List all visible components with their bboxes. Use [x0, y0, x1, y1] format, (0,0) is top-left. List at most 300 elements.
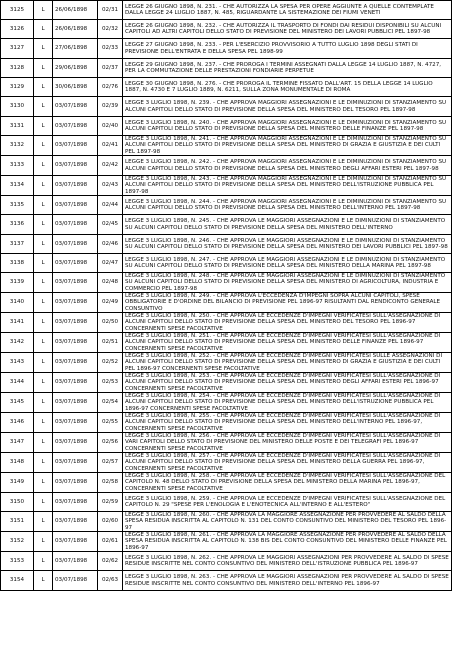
code-text: 02/33 [101, 45, 119, 52]
code-cell [98, 293, 123, 313]
act-type-cell [34, 333, 53, 353]
law-title-text: LEGGE 3 LUGLIO 1898, N. 247. - CHE APPROVA LE MAGGIORI ASSEGNAZIONI E LE DIMINUZIONI DI STANZIAMENTO SU ALCUNI CAPITOLI DELLO STATO DI PREVISIONE DELLA SPESA DEL MINISTERO DELLA MARINA PEL 1897-98 [125, 256, 446, 269]
act-type-text: L [41, 299, 45, 306]
act-type-text: L [41, 419, 45, 426]
code-text: 02/47 [101, 259, 119, 266]
date-text: 26/06/1898 [55, 25, 88, 32]
code-text: 02/55 [101, 419, 119, 426]
act-type-cell [34, 473, 53, 493]
law-number-text: 3132 [9, 142, 25, 149]
law-title-cell [123, 235, 452, 254]
code-cell [98, 453, 123, 473]
law-number-cell [1, 39, 34, 59]
act-type-cell [34, 136, 53, 156]
act-type-text: L [41, 6, 45, 13]
law-number-text: 3127 [9, 45, 25, 52]
table-row [1, 333, 452, 353]
law-number-cell [1, 493, 34, 512]
law-title-cell [123, 1, 452, 20]
law-title-cell [123, 493, 452, 512]
table-row [1, 433, 452, 453]
act-type-cell [34, 39, 53, 59]
table-row [1, 493, 452, 512]
law-title-cell [123, 453, 452, 473]
law-title-text: LEGGE 3 LUGLIO 1898, N. 243. - CHE APPROVA MAGGIORI ASSEGNAZIONI E LE DIMINUZIONI DI STANZIAMENTO SU ALCUNI CAPITOLI DELLO STATO DI PREVISIONE DELLA SPESA DEL MINISTERO DELL'ISTRUZIONE PUBBLICA PEL 1897-98 [125, 176, 447, 195]
law-title-cell [123, 254, 452, 273]
law-title-text: LEGGE 3 LUGLIO 1898, N. 263. - CHE APPROVA LE MAGGIORI ASSEGNAZIONI PER PROVVEDERE AL SALDO DI SPESE RESIDUE INSCRITTE NEL CONTO CONSUNTIVO DEL MINISTERO DELL'INTERNO PEL 1896-97 [125, 574, 449, 587]
law-number-cell [1, 473, 34, 493]
law-number-text: 3126 [9, 25, 25, 32]
law-title-text: LEGGE 3 LUGLIO 1898, N. 256. - CHE APPROVA LE ECCEDENZE D'IMPEGNI VERIFICATESI SULL'ASSEGNAZIONE DI VARI CAPITOLI DELLO STATO DI PREVISIONE DEL MINISTERO DELLE POSTE E DEI TELEGRAFI PEL 1896-97 CONCERNENTI SPESE FACOLTATIVE [125, 433, 441, 452]
date-cell [53, 78, 98, 97]
act-type-text: L [41, 122, 45, 129]
act-type-text: L [41, 518, 45, 525]
code-cell [98, 473, 123, 493]
date-cell [53, 117, 98, 136]
law-number-cell [1, 393, 34, 413]
table-row [1, 393, 452, 413]
laws-register-body [1, 1, 452, 591]
act-type-text: L [41, 182, 45, 189]
law-number-text: 3133 [9, 162, 25, 169]
code-cell [98, 532, 123, 552]
table-row [1, 413, 452, 433]
table-row [1, 39, 452, 59]
date-text: 03/07/1898 [55, 498, 88, 505]
code-cell [98, 413, 123, 433]
table-row [1, 196, 452, 215]
law-number-cell [1, 552, 34, 571]
law-title-text: LEGGE 30 GIUGNO 1898, N. 276. - CHE PROROGA IL TERMINE FISSATO DALL'ART. 15 DELLA LEGGE 14 LUGLIO 1887, N. 4730 E 7 LUGLIO 1889, N. 6211, SULLA ZONA MONUMENTALE DI ROMA [125, 80, 433, 93]
law-number-text: 3147 [9, 439, 25, 446]
table-row [1, 1, 452, 20]
date-cell [53, 273, 98, 293]
law-number-cell [1, 235, 34, 254]
table-row [1, 254, 452, 273]
act-type-cell [34, 78, 53, 97]
law-number-cell [1, 571, 34, 591]
act-type-cell [34, 156, 53, 176]
code-text: 02/48 [101, 279, 119, 286]
code-text: 02/44 [101, 201, 119, 208]
code-cell [98, 117, 123, 136]
date-text: 03/07/1898 [55, 359, 88, 366]
act-type-cell [34, 254, 53, 273]
law-number-cell [1, 373, 34, 393]
table-row [1, 453, 452, 473]
law-number-cell [1, 254, 34, 273]
law-number-text: 3143 [9, 359, 25, 366]
law-title-cell [123, 353, 452, 373]
table-row [1, 473, 452, 493]
table-row [1, 117, 452, 136]
act-type-cell [34, 215, 53, 235]
law-title-text: LEGGE 3 LUGLIO 1898, N. 254. - CHE APPROVA LE ECCEDENZE D'IMPEGNI VERIFICATESI SULL'ASSEGNAZIONE DI ALCUNI CAPITOLI DELLO STATO DI PREVISIONE DELLA SPESA DEL MINISTERO DELL'ISTRUZIONE PUBBLICA PEL 1896-97 CONCERNENTI SPESE FACOLTATIVE [125, 393, 441, 412]
law-number-cell [1, 176, 34, 196]
table-row [1, 78, 452, 97]
table-row [1, 59, 452, 78]
act-type-text: L [41, 577, 45, 584]
code-cell [98, 313, 123, 333]
date-text: 03/07/1898 [55, 459, 88, 466]
table-row [1, 353, 452, 373]
date-cell [53, 136, 98, 156]
law-title-cell [123, 273, 452, 293]
table-row [1, 215, 452, 235]
code-text: 02/59 [101, 498, 119, 505]
date-text: 03/07/1898 [55, 319, 88, 326]
act-type-cell [34, 59, 53, 78]
law-title-cell [123, 373, 452, 393]
law-number-text: 3149 [9, 479, 25, 486]
code-text: 02/56 [101, 439, 119, 446]
date-cell [53, 1, 98, 20]
law-number-cell [1, 273, 34, 293]
act-type-text: L [41, 459, 45, 466]
date-text: 30/06/1898 [55, 83, 88, 90]
law-title-text: LEGGE 3 LUGLIO 1898, N. 259. - CHE APPROVA LE ECCEDENZE D'IMPEGNI VERIFICATESI SULL'ASSEGNAZIONE DEL CAPITOLO N. 29 "SPESE PER L'ENOLOGIA E L'ENOTECNICA ALL'INTERNO E ALL'ESTERO" [125, 495, 446, 508]
date-cell [53, 176, 98, 196]
table-row [1, 156, 452, 176]
date-text: 03/07/1898 [55, 399, 88, 406]
act-type-text: L [41, 557, 45, 564]
law-number-text: 3125 [9, 6, 25, 13]
law-number-text: 3148 [9, 459, 25, 466]
code-text: 02/60 [101, 518, 119, 525]
date-text: 03/07/1898 [55, 201, 88, 208]
code-cell [98, 235, 123, 254]
law-number-text: 3141 [9, 319, 25, 326]
act-type-cell [34, 552, 53, 571]
date-cell [53, 59, 98, 78]
law-title-cell [123, 20, 452, 39]
law-number-cell [1, 78, 34, 97]
table-row [1, 235, 452, 254]
table-row [1, 136, 452, 156]
act-type-text: L [41, 83, 45, 90]
law-title-cell [123, 512, 452, 532]
act-type-text: L [41, 359, 45, 366]
act-type-cell [34, 176, 53, 196]
date-text: 26/06/1898 [55, 6, 88, 13]
date-cell [53, 353, 98, 373]
date-cell [53, 413, 98, 433]
law-title-cell [123, 136, 452, 156]
law-title-text: LEGGE 3 LUGLIO 1898, N. 244. - CHE APPROVA MAGGIORI ASSEGNAZIONI E LE DIMINUZIONI DI STANZIAMENTO SU ALCUNI CAPITOLI DELLO STATO DI PREVISIONE DELLA SPESA DEL MINISTERO DELL'INTERNO PEL 1897-98 [125, 198, 447, 211]
law-number-cell [1, 20, 34, 39]
table-row [1, 293, 452, 313]
date-text: 03/07/1898 [55, 142, 88, 149]
date-text: 29/06/1898 [55, 64, 88, 71]
code-text: 02/49 [101, 299, 119, 306]
date-text: 03/07/1898 [55, 419, 88, 426]
law-title-text: LEGGE 26 GIUGNO 1898, N. 231. - CHE AUTORIZZA LA SPESA PER OPERE AGGIUNTE A QUELLE CONTEMPLATE DALLA LEGGE 24 LUGLIO 1887, N. 485, RIGUARDANTE LA SISTEMAZIONE DEI FIUMI VENETI [125, 3, 434, 16]
date-cell [53, 20, 98, 39]
law-number-text: 3128 [9, 64, 25, 71]
act-type-cell [34, 493, 53, 512]
table-row [1, 176, 452, 196]
law-title-text: LEGGE 29 GIUGNO 1898, N. 237. - CHE PROROGA I TERMINI ASSEGNATI DALLA LEGGE 14 LUGLIO 1887, N. 4727, PER LA COMMUTAZIONE DELLE PRESTAZIONI FONDIARIE PERPETUE [125, 61, 442, 74]
law-title-cell [123, 59, 452, 78]
code-cell [98, 373, 123, 393]
date-cell [53, 473, 98, 493]
date-cell [53, 453, 98, 473]
law-number-cell [1, 97, 34, 117]
code-cell [98, 433, 123, 453]
law-title-text: LEGGE 3 LUGLIO 1898, N. 251. - CHE APPROVA LE ECCEDENZE D'IMPEGNI VERIFICATESI SULL'ASSEGNAZIONE DI ALCUNI CAPITOLI DELLO STATO DI PREVISIONE DELLA SPESA DEL MINISTERO DELLE FINANZE PEL 1896-97 CONCERNENTI SPESE FACOLTATIVE [125, 333, 441, 352]
code-cell [98, 273, 123, 293]
code-cell [98, 571, 123, 591]
act-type-cell [34, 97, 53, 117]
law-number-text: 3137 [9, 240, 25, 247]
date-cell [53, 196, 98, 215]
act-type-text: L [41, 64, 45, 71]
code-text: 02/41 [101, 142, 119, 149]
law-title-text: LEGGE 3 LUGLIO 1898, N. 260. - CHE APPROVA LA MAGGIORE ASSEGNAZIONE PER PROVVEDERE AL SALDO DELLA SPESA RESIDUA INSCRITTA AL CAPITOLO N. 131 DEL CONTO CONSUNTIVO DEL MINISTERO DEL TESORO PEL 1896-97 [125, 512, 447, 531]
code-text: 02/51 [101, 339, 119, 346]
code-cell [98, 333, 123, 353]
code-text: 02/54 [101, 399, 119, 406]
date-cell [53, 433, 98, 453]
code-cell [98, 20, 123, 39]
date-text: 03/07/1898 [55, 122, 88, 129]
law-title-cell [123, 215, 452, 235]
law-title-text: LEGGE 3 LUGLIO 1898, N. 262. - CHE APPROVA LE MAGGIORI ASSEGNAZIONI PER PROVVEDERE AL SALDO DI SPESE RESIDUE INSCRITTE NEL CONTO CONSUNTIVO DEL MINISTERO DELL'ISTRUZIONE PUBBLICA PEL 1896-97 [125, 554, 449, 567]
date-text: 27/06/1898 [55, 45, 88, 52]
law-title-text: LEGGE 3 LUGLIO 1898, N. 261. - CHE APPROVA LA MAGGIORE ASSEGNAZIONE PER PROVVEDERE AL SALDO DELLA SPESA RESIDUA INSCRITTA AL CAPITOLO N. 138 BIS DEL CONTO CONSUNTIVO DEL MINISTERO DELLE FINANZE PEL 1896-97 [125, 532, 447, 551]
law-title-text: LEGGE 3 LUGLIO 1898, N. 242. - CHE APPROVA MAGGIORI ASSEGNAZIONI E LE DIMINUZIONI DI STANZIAMENTO SU ALCUNI CAPITOLI DELLO STATO DI PREVISIONE DELLA SPESA DEL MINISTERO DEGLI AFFARI ESTERI PEL 1897-98 [125, 159, 447, 172]
code-text: 02/52 [101, 359, 119, 366]
code-text: 02/62 [101, 557, 119, 564]
law-number-cell [1, 433, 34, 453]
law-title-text: LEGGE 3 LUGLIO 1898, N. 258. - CHE APPROVA LE ECCEDENZE D'IMPEGNI VERIFICATESI SULL'ASSEGNAZIONE DEL CAPITOLO N. 48 DELLO STATO DI PREVISIONE DELLA SPESA DEL MINISTERO DELLA MARINA PEL 1896-97, CONCERNENTI SPESE FACOLTATIVE [125, 473, 446, 492]
date-cell [53, 373, 98, 393]
table-row [1, 20, 452, 39]
table-row [1, 512, 452, 532]
code-cell [98, 393, 123, 413]
code-text: 02/76 [101, 83, 119, 90]
act-type-cell [34, 413, 53, 433]
law-title-cell [123, 39, 452, 59]
law-title-text: LEGGE 3 LUGLIO 1898, N. 249. - CHE APPROVA L'ECCEDENZA D'IMPEGNI SOPRA ALCUNI CAPITOLI, SPESE OBBLIGATORIE E D'ORDINE DEL BILANCIO DI PREVISIONE PEL 1896-97 RISULTANTI DAL RENDICONTO GENERALE CONSUNTIVO [125, 293, 441, 312]
law-number-cell [1, 293, 34, 313]
act-type-text: L [41, 498, 45, 505]
code-text: 02/39 [101, 103, 119, 110]
code-text: 02/31 [101, 6, 119, 13]
law-title-cell [123, 176, 452, 196]
date-cell [53, 333, 98, 353]
code-text: 02/50 [101, 319, 119, 326]
law-number-text: 3146 [9, 419, 25, 426]
act-type-cell [34, 196, 53, 215]
law-number-cell [1, 156, 34, 176]
law-title-text: LEGGE 3 LUGLIO 1898, N. 257. - CHE APPROVA LE ECCEDENZE D'IMPEGNI VERIFICATESI SULL'ASSEGNAZIONE DI ALCUNI CAPITOLI DELLO STATO DI PREVISIONE DELLA SPESA DEL MINISTERO DELLA GUERRA PEL 1896-97, CONCERNENTI SPESE FACOLTATIVE [125, 453, 441, 472]
law-number-cell [1, 353, 34, 373]
date-text: 03/07/1898 [55, 577, 88, 584]
law-title-cell [123, 293, 452, 313]
date-text: 03/07/1898 [55, 162, 88, 169]
act-type-cell [34, 293, 53, 313]
act-type-cell [34, 353, 53, 373]
law-number-text: 3139 [9, 279, 25, 286]
act-type-text: L [41, 103, 45, 110]
date-text: 03/07/1898 [55, 279, 88, 286]
law-title-text: LEGGE 3 LUGLIO 1898, N. 239. - CHE APPROVA MAGGIORI ASSEGNAZIONI E LE DIMINUZIONI DI STANZIAMENTO SU ALCUNI CAPITOLI DELLO STATO DI PREVISIONE DELLA SPESA DEL MINISTERO DEL TESORO PEL 1897-98 [125, 100, 447, 113]
code-text: 02/40 [101, 122, 119, 129]
code-cell [98, 493, 123, 512]
act-type-text: L [41, 339, 45, 346]
date-cell [53, 512, 98, 532]
law-title-text: LEGGE 3 LUGLIO 1898, N. 253. - CHE APPROVA LE ECCEDENZE D'IMPEGNI VERIFICATESI SULL'ASSEGNAZIONE DI ALCUNI CAPITOLI DELLO STATO DI PREVISIONE DELLA SPESA DEL MINISTERO DEGLI AFFARI ESTERI PEL 1896-97 CONCERNENTI SPESE FACOLTATIVE [125, 373, 441, 392]
act-type-text: L [41, 479, 45, 486]
act-type-cell [34, 393, 53, 413]
act-type-text: L [41, 25, 45, 32]
code-text: 02/63 [101, 577, 119, 584]
date-text: 03/07/1898 [55, 182, 88, 189]
date-text: 03/07/1898 [55, 240, 88, 247]
date-cell [53, 156, 98, 176]
code-cell [98, 353, 123, 373]
code-text: 02/32 [101, 25, 119, 32]
code-cell [98, 78, 123, 97]
act-type-cell [34, 433, 53, 453]
law-number-text: 3144 [9, 379, 25, 386]
law-title-cell [123, 196, 452, 215]
law-title-cell [123, 97, 452, 117]
code-cell [98, 215, 123, 235]
law-title-text: LEGGE 26 GIUGNO 1898, N. 232. - CHE AUTORIZZA IL TRASPORTO DI FONDI DAI RESIDUI DISPONIBILI SU ALCUNI CAPITOLI AD ALTRI CAPITOLI DELLO STATO DI PREVISIONE DEL MINISTERO DEI LAVORI PUBBLICI PEL 1897-98 [125, 22, 442, 35]
date-text: 03/07/1898 [55, 299, 88, 306]
date-text: 03/07/1898 [55, 557, 88, 564]
law-number-cell [1, 512, 34, 532]
code-cell [98, 176, 123, 196]
law-number-text: 3135 [9, 201, 25, 208]
code-cell [98, 254, 123, 273]
law-number-text: 3152 [9, 538, 25, 545]
law-number-text: 3154 [9, 577, 25, 584]
law-title-cell [123, 333, 452, 353]
date-cell [53, 97, 98, 117]
law-number-cell [1, 313, 34, 333]
code-cell [98, 552, 123, 571]
law-title-text: LEGGE 3 LUGLIO 1898, N. 255. - CHE APPROVA LE ECCEDENZE D'IMPEGNI VERIFICATESI SULL'ASSEGNAZIONE DI ALCUNI CAPITOLI DELLO STATO DI PREVISIONE DELLA SPESA DEL MINISTERO DELL'INTERNO PEL 1896-97, CONCERNENTI SPESE FACOLTATIVE [125, 413, 441, 432]
act-type-text: L [41, 279, 45, 286]
law-number-cell [1, 215, 34, 235]
law-title-cell [123, 313, 452, 333]
date-text: 03/07/1898 [55, 518, 88, 525]
law-number-cell [1, 532, 34, 552]
table-row [1, 571, 452, 591]
act-type-cell [34, 571, 53, 591]
date-text: 03/07/1898 [55, 479, 88, 486]
act-type-cell [34, 373, 53, 393]
law-number-text: 3134 [9, 182, 25, 189]
law-number-text: 3151 [9, 518, 25, 525]
law-title-text: LEGGE 3 LUGLIO 1898, N. 241. - CHE APPROVA MAGGIORI ASSEGNAZIONI E LE DIMINUZIONI DI STANZIAMENTO SU ALCUNI CAPITOLI DELLO STATO DI PREVISIONE DELLA SPESA DEL MINISTERO DI GRAZIA E GIUSTIZIA E DEI CULTI PEL 1897-98 [125, 136, 447, 155]
code-cell [98, 196, 123, 215]
law-title-text: LEGGE 3 LUGLIO 1898, N. 250. - CHE APPROVA LE ECCEDENZE D'IMPEGNI VERIFICATESI SULL'ASSEGNAZIONE DI ALCUNI CAPITOLI DELLO STATO DI PREVISIONE DELLA SPESA DEL MINISTERO DEL TESORO PEL 1896-97 CONCERNENTI SPESE FACOLTATIVE [125, 313, 441, 332]
act-type-text: L [41, 201, 45, 208]
date-cell [53, 313, 98, 333]
date-cell [53, 571, 98, 591]
date-cell [53, 215, 98, 235]
code-text: 02/58 [101, 479, 119, 486]
law-title-text: LEGGE 3 LUGLIO 1898, N. 245. - CHE APPROVA LE MAGGIORI ASSEGNAZIONI E LE DIMINUZIONI DI STANZIAMENTO SU ALCUNI CAPITOLI DELLO STATO DI PREVISIONE DELLA SPESA DEL MINISTERO DELL'INTERNO [125, 218, 446, 231]
date-text: 03/07/1898 [55, 439, 88, 446]
table-row [1, 313, 452, 333]
act-type-text: L [41, 240, 45, 247]
act-type-text: L [41, 259, 45, 266]
table-row [1, 532, 452, 552]
date-cell [53, 293, 98, 313]
code-text: 02/61 [101, 538, 119, 545]
law-number-cell [1, 413, 34, 433]
law-number-text: 3138 [9, 259, 25, 266]
act-type-text: L [41, 399, 45, 406]
act-type-text: L [41, 142, 45, 149]
law-title-cell [123, 156, 452, 176]
table-row [1, 97, 452, 117]
code-text: 02/46 [101, 240, 119, 247]
law-number-text: 3136 [9, 221, 25, 228]
act-type-text: L [41, 379, 45, 386]
law-title-cell [123, 117, 452, 136]
date-cell [53, 493, 98, 512]
law-number-cell [1, 59, 34, 78]
table-row [1, 273, 452, 293]
act-type-text: L [41, 319, 45, 326]
code-cell [98, 97, 123, 117]
law-number-text: 3129 [9, 83, 25, 90]
law-number-cell [1, 1, 34, 20]
law-number-text: 3130 [9, 103, 25, 110]
law-number-cell [1, 196, 34, 215]
date-cell [53, 39, 98, 59]
date-text: 03/07/1898 [55, 379, 88, 386]
law-title-cell [123, 473, 452, 493]
code-text: 02/57 [101, 459, 119, 466]
law-number-text: 3153 [9, 557, 25, 564]
law-title-cell [123, 78, 452, 97]
date-cell [53, 254, 98, 273]
act-type-text: L [41, 45, 45, 52]
date-text: 03/07/1898 [55, 103, 88, 110]
date-text: 03/07/1898 [55, 339, 88, 346]
law-title-text: LEGGE 3 LUGLIO 1898, N. 246. - CHE APPROVA LE MAGGIORI ASSEGNAZIONI E LE DIMINUZIONI DI STANZIAMENTO SU ALCUNI CAPITOLI DELLO STATO DI PREVISIONE DELLA SPESA DEL MINISTERO DEI LAVORI PUBBLICI PEL 1897-98 [125, 237, 448, 250]
law-number-cell [1, 117, 34, 136]
law-number-text: 3140 [9, 299, 25, 306]
table-row [1, 552, 452, 571]
law-title-text: LEGGE 3 LUGLIO 1898, N. 248. - CHE APPROVA LE MAGGIORI ASSEGNAZIONI E LE DIMINUZIONI DI STANZIAMENTO SU ALCUNI CAPITOLI DELLO STATO DI PREVISIONE DELLA SPESA DEL MINISTERO DI AGRICOLTURA, INDUSTRIA E COMMERCIO PEL 1897-98 [125, 273, 446, 292]
law-title-cell [123, 393, 452, 413]
law-title-cell [123, 552, 452, 571]
law-number-text: 3145 [9, 399, 25, 406]
law-number-text: 3142 [9, 339, 25, 346]
law-number-cell [1, 136, 34, 156]
date-text: 03/07/1898 [55, 538, 88, 545]
law-title-cell [123, 532, 452, 552]
table-row [1, 373, 452, 393]
act-type-cell [34, 235, 53, 254]
law-title-text: LEGGE 27 GIUGNO 1898, N. 233. - PER L'ESERCIZIO PROVVISORIO A TUTTO LUGLIO 1898 DEGLI STATI DI PREVISIONE DELL'ENTRATA E DELLA SPESA PEL 1898-99 [125, 42, 418, 55]
act-type-cell [34, 20, 53, 39]
law-title-text: LEGGE 3 LUGLIO 1898, N. 252. - CHE APPROVA LE ECCEDENZE D'IMPEGNI VERIFICATESI SULLE ASSEGNAZIONI DI ALCUNI CAPITOLI DELLO STATO DI PREVISIONE DELLA SPESA DEL MINISTERO DI GRAZIA E GIUSTIZIA E DEI CULTI PEL 1896-97 CONCERNENTI SPESE FACOLTATIVE [125, 353, 443, 372]
law-number-text: 3131 [9, 122, 25, 129]
act-type-text: L [41, 221, 45, 228]
date-cell [53, 532, 98, 552]
law-title-cell [123, 433, 452, 453]
law-number-cell [1, 333, 34, 353]
